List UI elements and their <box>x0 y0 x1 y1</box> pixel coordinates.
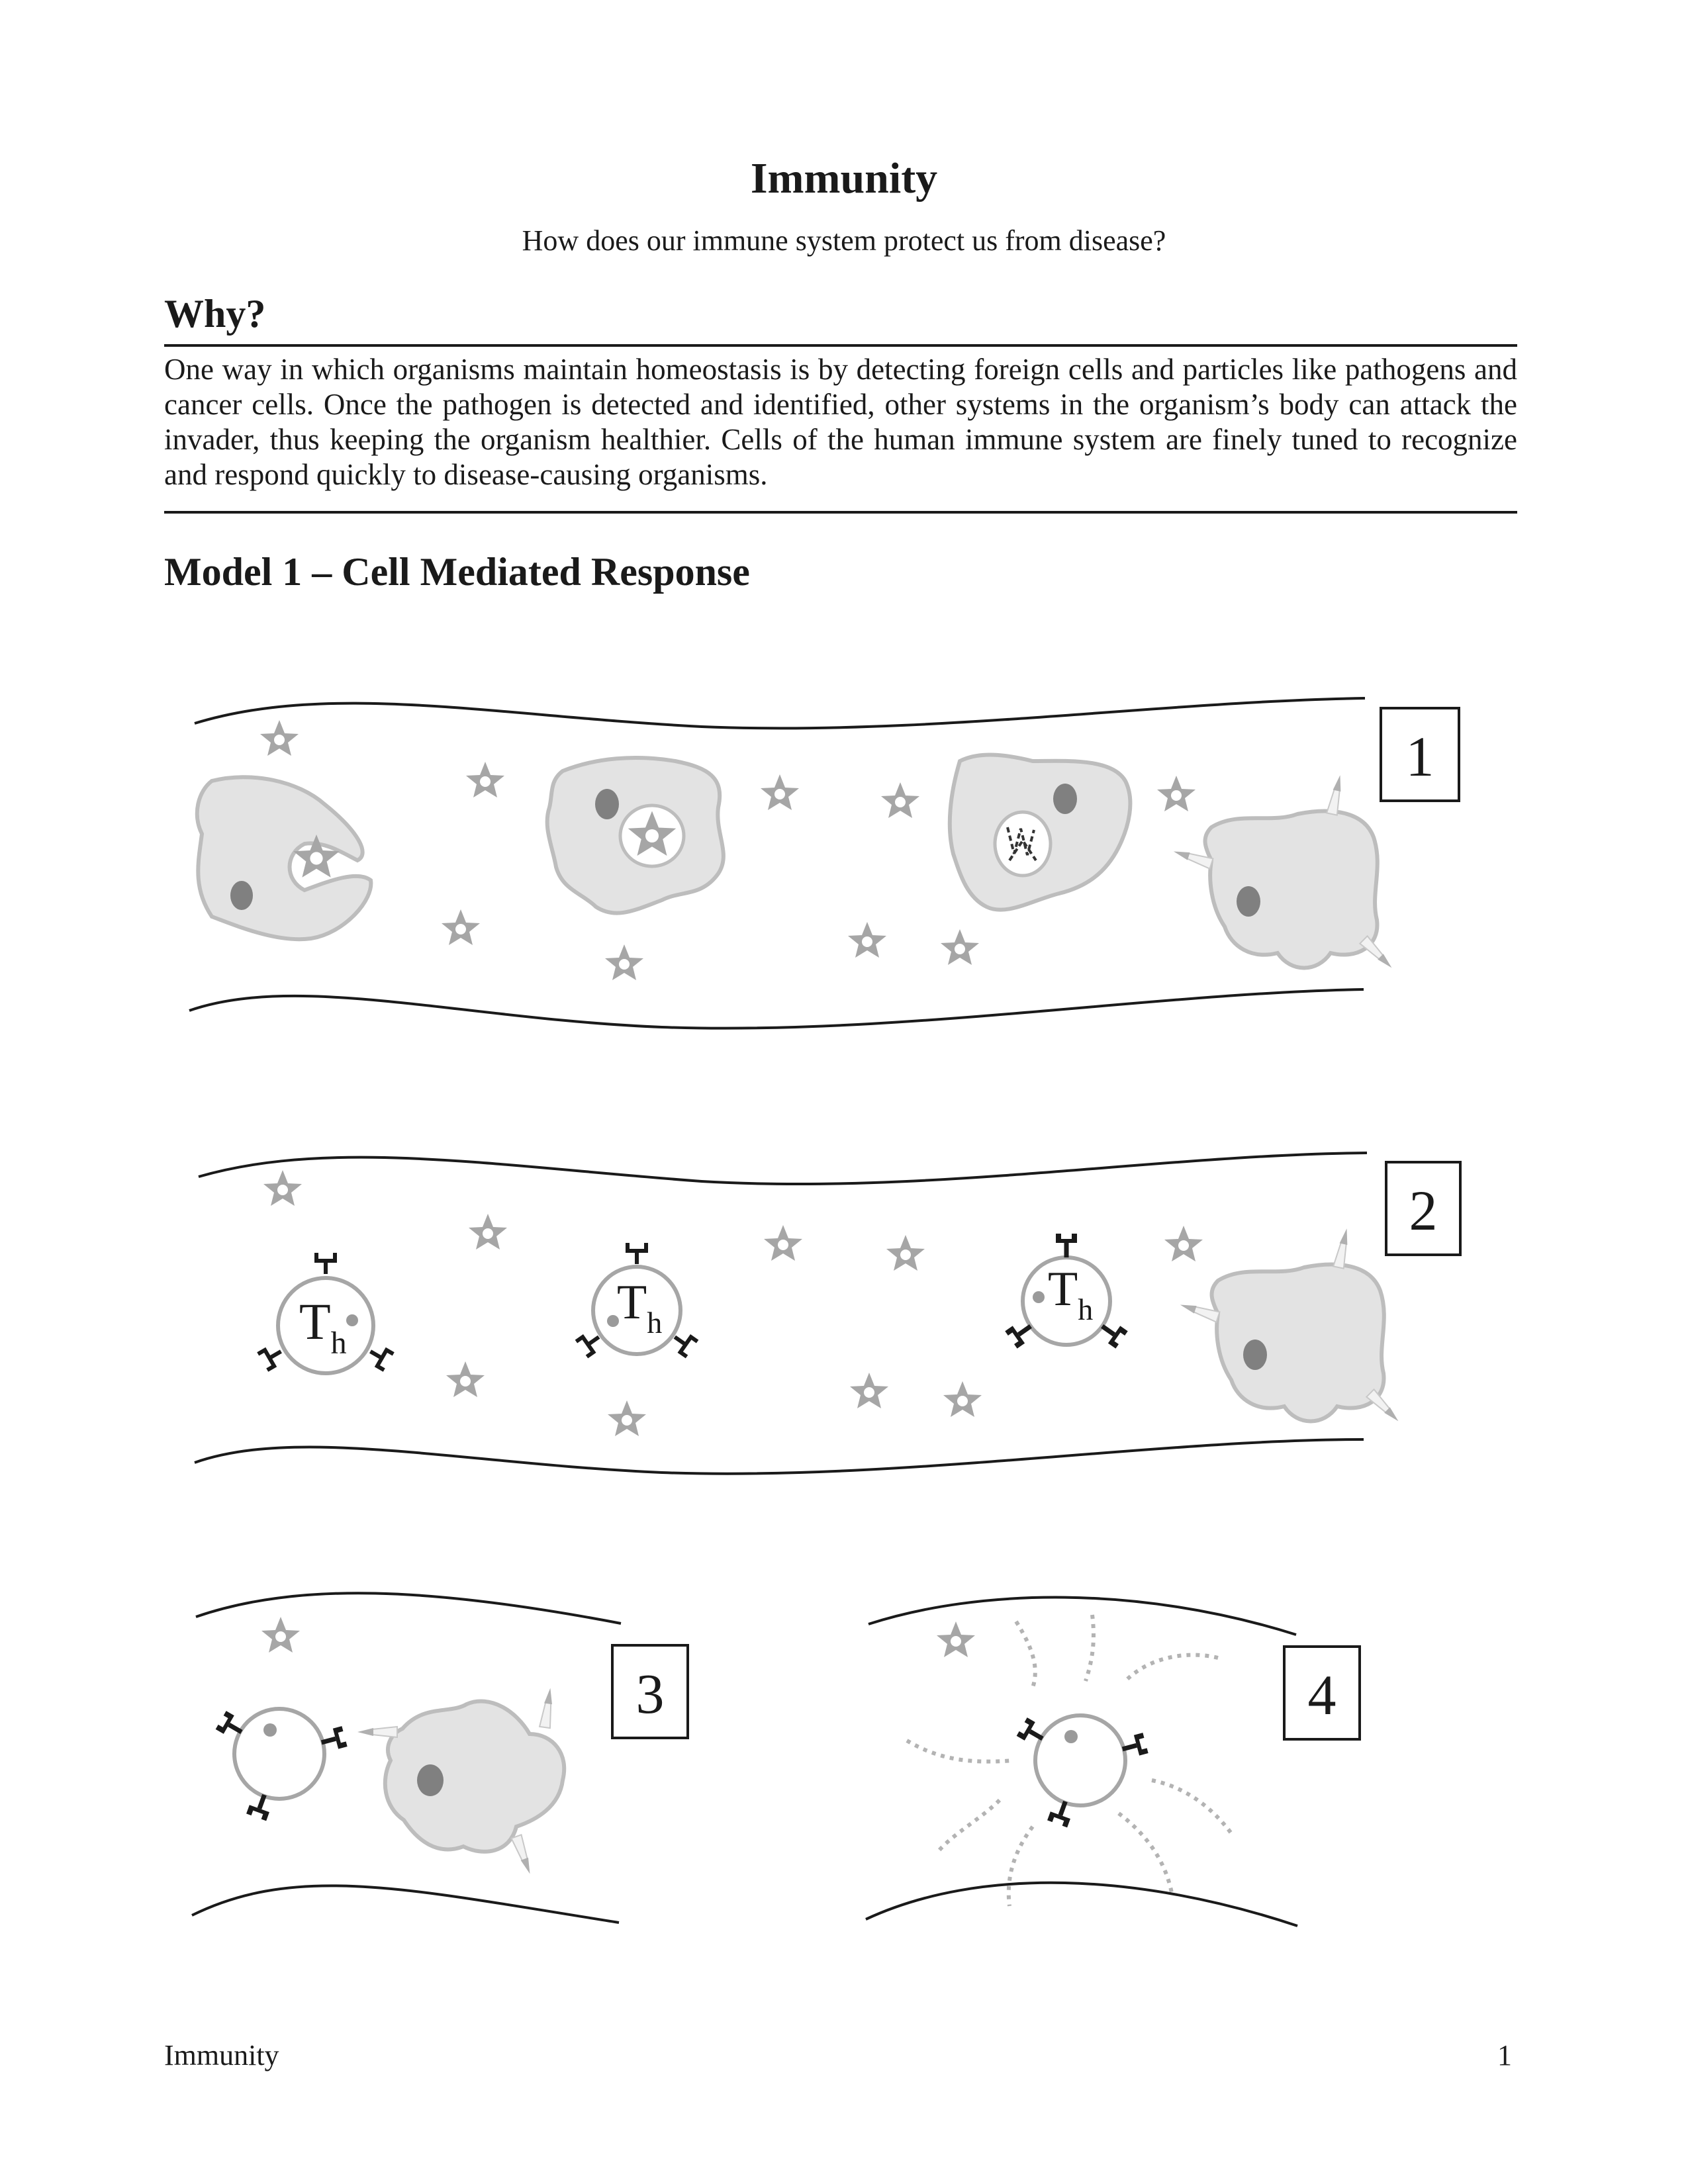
th-label: T <box>617 1275 647 1330</box>
macrophage-nucleus <box>230 881 253 910</box>
th-label: T <box>1048 1262 1078 1316</box>
antigen-presenting-cell <box>1212 1265 1384 1422</box>
panel-1 <box>189 698 1459 1028</box>
model-heading: Model 1 – Cell Mediated Response <box>164 550 750 594</box>
th-subscript: h <box>647 1306 663 1340</box>
why-paragraph: One way in which organisms maintain homeostasis is by detecting foreign cells and particles like pathogens and cancer cells. Once the pathogen is detected and identified, other systems in the organism’s body can attack the invader, thus keeping the organism healthier. Cells of the human immune system are finely tuned to recognize and respond quickly to disease-causing organisms. <box>164 353 1517 491</box>
panel-3-number: 3 <box>635 1662 665 1725</box>
pathogen <box>261 1617 300 1653</box>
antigen-spike <box>539 1687 555 1728</box>
footer-title: Immunity <box>164 2039 279 2071</box>
macrophage-engulfing <box>197 777 371 939</box>
panel-4 <box>866 1598 1360 1926</box>
antigen-presenting-cell <box>1205 811 1378 968</box>
apc-nucleus <box>417 1764 444 1796</box>
helper-t-cell <box>258 1253 394 1373</box>
activated-t-cell <box>1017 1715 1149 1827</box>
pathogen <box>469 1214 507 1250</box>
th-subscript: h <box>330 1326 347 1361</box>
pathogen <box>608 1400 646 1436</box>
antigen-spike <box>1366 1389 1402 1425</box>
th-subscript: h <box>1078 1293 1094 1326</box>
pathogen <box>466 762 504 797</box>
antigen-spike <box>1360 936 1395 972</box>
pathogen <box>881 782 919 818</box>
panel-4-number: 4 <box>1307 1663 1336 1727</box>
pathogen <box>941 929 979 965</box>
why-heading: Why? <box>164 292 266 336</box>
pathogen <box>943 1381 982 1417</box>
panel-3 <box>192 1593 688 1923</box>
macrophage-nucleus <box>1053 784 1077 814</box>
page-number: 1 <box>1497 2039 1512 2071</box>
pathogen <box>886 1235 925 1271</box>
panel-2 <box>195 1153 1460 1474</box>
apc-nucleus <box>1243 1340 1267 1370</box>
activated-t-cell <box>216 1709 348 1821</box>
pathogen <box>761 774 799 810</box>
th-label: T <box>299 1293 331 1350</box>
pathogen <box>605 944 643 980</box>
why-bottom-rule <box>164 511 1517 514</box>
helper-t-cell <box>576 1243 697 1357</box>
antigen-spike <box>511 1835 535 1876</box>
antigen-spike <box>1327 774 1345 815</box>
pathogen <box>848 922 886 958</box>
pathogen <box>442 909 480 945</box>
why-top-rule <box>164 344 1517 347</box>
digestion-vacuole <box>995 812 1051 876</box>
pathogen <box>446 1361 485 1397</box>
antigen-spike-bound <box>357 1727 397 1737</box>
apc-nucleus <box>1237 886 1260 917</box>
model-figure <box>0 649 1688 1972</box>
macrophage-nucleus <box>595 789 619 819</box>
panel-2-number: 2 <box>1409 1179 1438 1242</box>
pathogen <box>263 1170 302 1206</box>
panel-1-number: 1 <box>1405 725 1434 788</box>
pathogen <box>1157 776 1196 811</box>
pathogen <box>764 1225 802 1261</box>
pathogen <box>260 720 299 756</box>
helper-t-cell-bound <box>1005 1234 1127 1349</box>
page-title: Immunity <box>750 154 938 203</box>
antigen-presenting-cell <box>385 1702 564 1852</box>
pathogen <box>937 1621 975 1657</box>
pathogen <box>850 1373 888 1408</box>
antigen-spike <box>1333 1228 1352 1269</box>
pathogen <box>1164 1226 1203 1261</box>
page-subtitle: How does our immune system protect us from disease? <box>522 224 1166 257</box>
